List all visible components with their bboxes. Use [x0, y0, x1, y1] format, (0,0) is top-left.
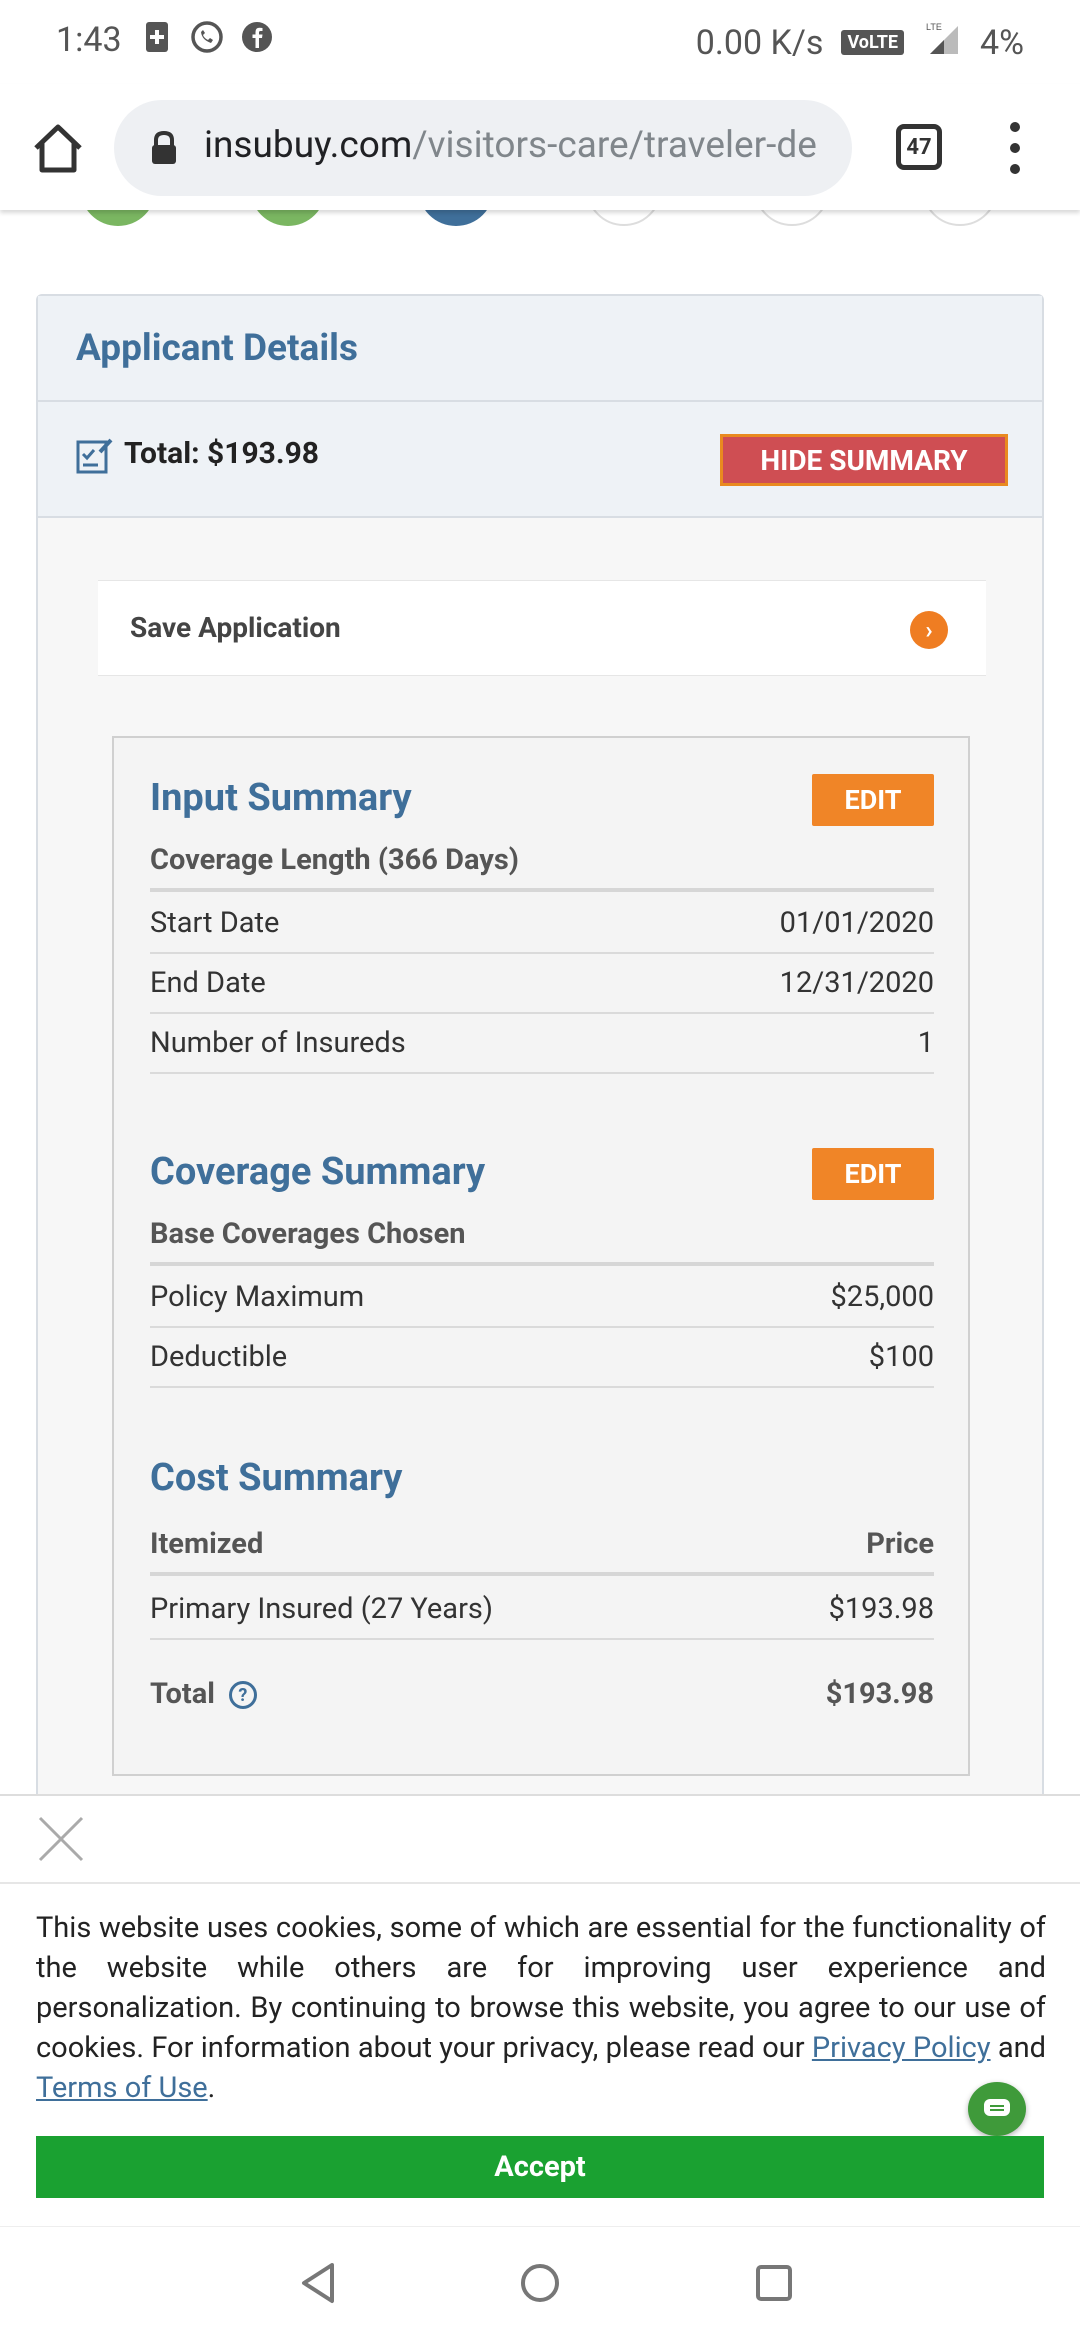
table-row: Primary Insured (27 Years) $193.98 [150, 1580, 934, 1640]
card-title: Applicant Details [76, 326, 358, 370]
back-icon[interactable] [292, 2257, 344, 2309]
cookie-close-bar [0, 1796, 1080, 1884]
health-app-icon [140, 18, 174, 56]
hide-summary-button[interactable]: HIDE SUMMARY [720, 434, 1008, 486]
table-row: Policy Maximum $25,000 [150, 1268, 934, 1328]
input-summary-title: Input Summary [150, 776, 412, 820]
coverage-length-header: Coverage Length (366 Days) [150, 832, 934, 892]
checklist-icon [76, 436, 114, 474]
close-icon[interactable] [36, 1814, 86, 1864]
tab-switcher-button[interactable]: 47 [896, 124, 942, 170]
card-header [38, 296, 1042, 402]
volte-badge: VoLTE [841, 30, 904, 55]
edit-coverage-button[interactable]: EDIT [812, 1148, 934, 1200]
table-row: Number of Insureds 1 [150, 1014, 934, 1074]
status-indicators [696, 20, 1024, 65]
coverage-summary-title: Coverage Summary [150, 1150, 486, 1194]
system-nav-bar [0, 2226, 1080, 2340]
status-bar [0, 0, 1080, 84]
terms-of-use-link[interactable]: Terms of Use [36, 2071, 208, 2105]
notification-icons [140, 18, 274, 56]
cost-header: Itemized Price [150, 1516, 934, 1576]
network-speed: 0.00 K/s [695, 22, 824, 63]
total-bar [38, 402, 1042, 518]
applicant-details-card [36, 294, 1044, 1814]
cookie-banner [0, 1794, 1080, 2226]
battery-level: 4% [979, 22, 1024, 63]
home-icon[interactable] [30, 120, 86, 176]
base-coverages-header: Base Coverages Chosen [150, 1206, 934, 1266]
privacy-policy-link[interactable]: Privacy Policy [811, 2031, 991, 2065]
save-application-row[interactable] [98, 580, 986, 676]
home-nav-icon[interactable] [514, 2257, 566, 2309]
recents-icon[interactable] [748, 2257, 800, 2309]
total-price: Total: $193.98 [124, 436, 320, 471]
cookie-message: This website uses cookies, some of which are essential for the functionality of the website while others are for improving user experience and personalization. By continuing to browse this website, you agree to our use of cookies. For information about your privacy, please read our Privacy Policy and Terms of Use. [36, 1911, 1047, 2105]
signal-icon [922, 20, 962, 65]
address-bar[interactable] [114, 100, 852, 196]
table-row: Deductible $100 [150, 1328, 934, 1388]
facebook-icon [240, 18, 274, 56]
accept-cookies-button[interactable]: Accept [36, 2136, 1044, 2198]
table-row: End Date 12/31/2020 [150, 954, 934, 1014]
whatsapp-icon [190, 18, 224, 56]
cost-summary-title: Cost Summary [150, 1456, 403, 1500]
summary-panel [112, 736, 970, 1776]
chat-icon[interactable] [968, 2082, 1026, 2136]
overflow-menu-icon[interactable] [1000, 122, 1030, 174]
edit-input-button[interactable]: EDIT [812, 774, 934, 826]
lock-icon [150, 130, 178, 170]
table-row: Start Date 01/01/2020 [150, 894, 934, 954]
cost-total-row: Total ? $193.98 [150, 1677, 934, 1711]
save-application-label: Save Application [130, 611, 341, 644]
browser-toolbar [0, 84, 1080, 210]
status-time: 1:43 [56, 20, 122, 60]
chevron-right-icon[interactable]: › [910, 611, 948, 649]
url-text: insubuy.com/visitors-care/traveler-de [204, 124, 817, 167]
help-icon[interactable]: ? [229, 1681, 257, 1709]
svg-text:LTE: LTE [925, 22, 942, 32]
